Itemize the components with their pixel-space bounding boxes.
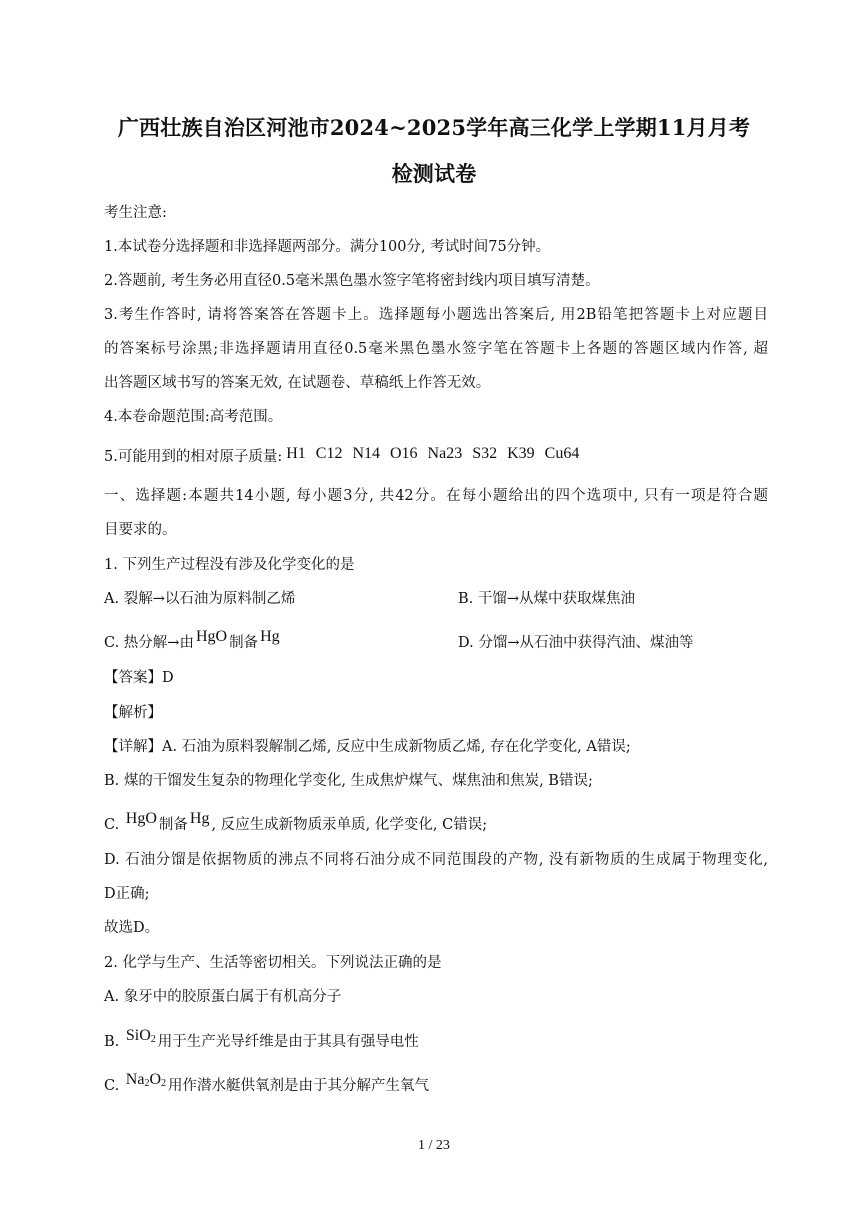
section-1-intro-line-1: 一、选择题:本题共14小题, 每小题3分, 共42分。在每小题给出的四个选项中, 只有一项是符合题 bbox=[104, 488, 768, 504]
option-b-text-post: 用于生产光导纤维是由于其具有强导电性 bbox=[157, 1034, 419, 1050]
question-1-answer: 【答案】D bbox=[104, 670, 174, 686]
formula-hg: Hg bbox=[189, 810, 210, 827]
formula-sio2-subscript: 2 bbox=[150, 1034, 156, 1045]
option-b-text: B. bbox=[104, 1034, 124, 1050]
question-2-option-b bbox=[104, 1027, 768, 1054]
notice-item-5-label: 5.可能用到的相对原子质量: bbox=[104, 449, 283, 465]
notice-heading: 考生注意: bbox=[104, 205, 167, 221]
notice-item-3-line-1: 3.考生作答时, 请将答案答在答题卡上。选择题每小题选出答案后, 用2B铅笔把答题卡上对应题目 bbox=[104, 307, 768, 323]
question-1-stem: 1. 下列生产过程没有涉及化学变化的是 bbox=[104, 557, 355, 573]
formula-na-subscript: 2 bbox=[144, 1078, 150, 1089]
formula-o-subscript: 2 bbox=[161, 1078, 167, 1089]
detail-c-text-mid: 制备 bbox=[158, 817, 188, 833]
page-number: 1 / 23 bbox=[418, 1138, 450, 1153]
notice-item-2: 2.答题前, 考生务必用直径0.5毫米黑色墨水签字笔将密封线内项目填写清楚。 bbox=[104, 273, 600, 289]
section-1-intro-line-2: 目要求的。 bbox=[104, 522, 177, 538]
notice-item-5 bbox=[104, 447, 768, 467]
formula-sio2 bbox=[126, 1027, 156, 1044]
notice-item-3-line-2: 的答案标号涂黑;非选择题请用直径0.5毫米黑色墨水签字笔在答题卡上各题的答题区域内作答, 超 bbox=[104, 341, 768, 357]
atomic-masses: H1 C12 N14 O16 Na23 S32 K39 Cu64 bbox=[286, 445, 580, 462]
notice-item-1: 1.本试卷分选择题和非选择题两部分。满分100分, 考试时间75分钟。 bbox=[104, 239, 551, 255]
detail-c-text: C. bbox=[104, 817, 124, 833]
question-2-stem: 2. 化学与生产、生活等密切相关。下列说法正确的是 bbox=[104, 955, 442, 971]
formula-sio2-main: SiO bbox=[125, 1027, 151, 1044]
notice-item-3-line-3: 出答题区域书写的答案无效, 在试题卷、草稿纸上作答无效。 bbox=[104, 375, 491, 391]
formula-o: O bbox=[149, 1071, 162, 1088]
title-line-2: 检测试卷 bbox=[391, 161, 477, 186]
question-1-detail-d-line-1: D. 石油分馏是依据物质的沸点不同将石油分成不同范围段的产物, 没有新物质的生成属于物理变化, bbox=[104, 852, 768, 868]
title-line-1: 广西壮族自治区河池市2024~2025学年高三化学上学期11月月考 bbox=[117, 115, 751, 140]
question-1-option-d: D. 分馏→从石油中获得汽油、煤油等 bbox=[458, 635, 694, 651]
formula-na: Na bbox=[125, 1071, 145, 1088]
question-1-detail-d-line-2: D正确; bbox=[104, 886, 150, 902]
option-c-text-mid: 制备 bbox=[229, 635, 259, 651]
formula-hgo: HgO bbox=[125, 810, 157, 827]
formula-hgo: HgO bbox=[195, 628, 228, 645]
question-2-option-a: A. 象牙中的胶原蛋白属于有机高分子 bbox=[104, 989, 342, 1005]
formula-hg: Hg bbox=[260, 628, 280, 645]
notice-item-4: 4.本卷命题范围:高考范围。 bbox=[104, 409, 283, 425]
option-c-text: C. bbox=[104, 1078, 124, 1094]
detail-c-text-post: , 反应生成新物质汞单质, 化学变化, C错误; bbox=[211, 817, 488, 833]
question-1-option-b: B. 干馏→从煤中获取煤焦油 bbox=[458, 591, 636, 607]
formula-na2o2 bbox=[126, 1071, 166, 1088]
question-1-detail-c bbox=[104, 810, 768, 835]
question-1-analysis-label: 【解析】 bbox=[104, 705, 162, 721]
question-1-conclusion: 故选D。 bbox=[104, 920, 160, 936]
question-1-detail-a: 【详解】A. 石油为原料裂解制乙烯, 反应中生成新物质乙烯, 存在化学变化, A错误; bbox=[104, 739, 631, 755]
question-1-option-a: A. 裂解→以石油为原料制乙烯 bbox=[104, 591, 296, 607]
option-c-text: C. 热分解→由 bbox=[104, 635, 194, 651]
option-c-text-post: 用作潜水艇供氧剂是由于其分解产生氧气 bbox=[168, 1078, 430, 1094]
question-1-detail-b: B. 煤的干馏发生复杂的物理化学变化, 生成焦炉煤气、煤焦油和焦炭, B错误; bbox=[104, 773, 593, 789]
question-2-option-c bbox=[104, 1071, 768, 1098]
